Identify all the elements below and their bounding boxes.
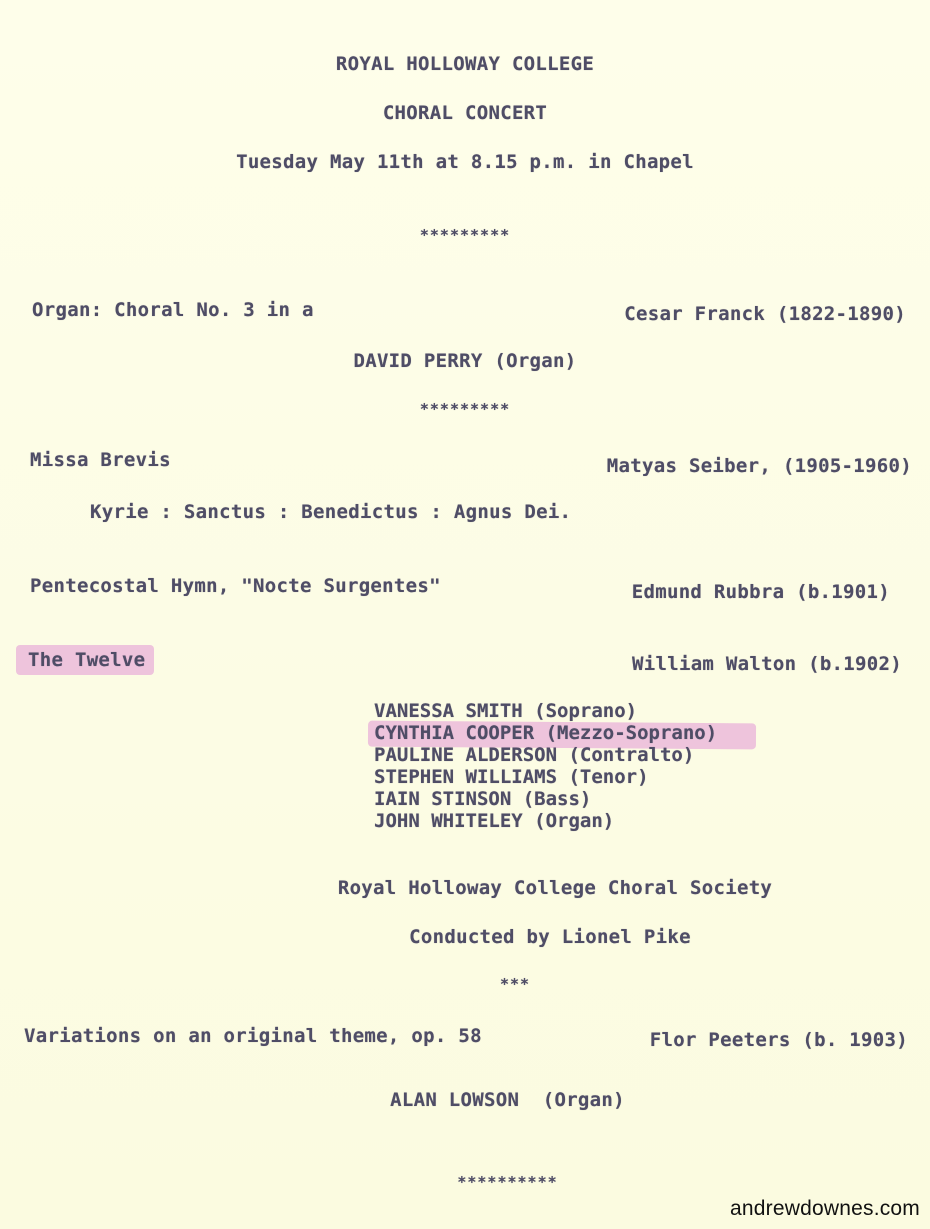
separator: *** (499, 975, 531, 993)
programme-title-1: Organ: Choral No. 3 in a (32, 299, 314, 321)
programme-composer-1: Cesar Franck (1822-1890) (624, 303, 906, 325)
choral-society: Royal Holloway College Choral Society (337, 877, 773, 899)
programme-composer-3: Edmund Rubbra (b.1901) (631, 581, 890, 603)
cast-member: PAULINE ALDERSON (Contralto) (374, 744, 695, 766)
separator: ********* (419, 400, 511, 418)
cast-member: JOHN WHITELEY (Organ) (374, 810, 615, 832)
cast-member: STEPHEN WILLIAMS (Tenor) (374, 766, 649, 788)
programme-title-3: Pentecostal Hymn, "Nocte Surgentes" (30, 575, 441, 597)
programme-title-5: Variations on an original theme, op. 58 (24, 1025, 482, 1047)
date-line: Tuesday May 11th at 8.15 p.m. in Chapel (236, 151, 694, 173)
cast-member: VANESSA SMITH (Soprano) (374, 700, 638, 722)
separator: ********** (457, 1173, 558, 1191)
programme-composer-2: Matyas Seiber, (1905-1960) (606, 455, 912, 477)
programme-title-2: Missa Brevis (30, 449, 171, 471)
conductor-line: Conducted by Lionel Pike (409, 926, 691, 948)
concert-title: CHORAL CONCERT (382, 102, 548, 124)
college-title: ROYAL HOLLOWAY COLLEGE (335, 53, 595, 75)
cast-member: IAIN STINSON (Bass) (374, 788, 592, 810)
cast-member: CYNTHIA COOPER (Mezzo-Soprano) (374, 722, 718, 744)
missa-movements: Kyrie : Sanctus : Benedictus : Agnus Dei. (90, 501, 572, 523)
programme-composer-5: Flor Peeters (b. 1903) (649, 1029, 908, 1051)
cast-list (374, 700, 717, 832)
programme-composer-4: William Walton (b.1902) (632, 653, 902, 675)
programme-title-4: The Twelve (28, 649, 146, 671)
performer-organ-1: DAVID PERRY (Organ) (353, 350, 577, 372)
performer-organ-2: ALAN LOWSON (Organ) (390, 1089, 625, 1111)
separator: ********* (419, 226, 511, 244)
watermark: andrewdownes.com (730, 1197, 920, 1220)
